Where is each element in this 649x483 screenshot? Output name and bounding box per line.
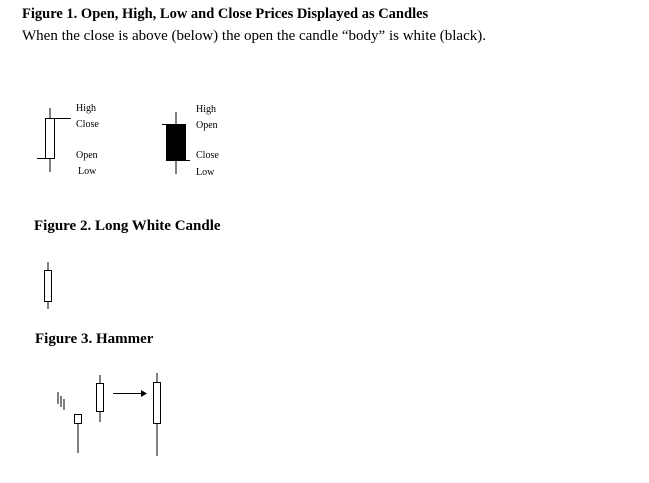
white-candle-low-label: Low	[78, 166, 97, 177]
white-candle-open-label: Open	[76, 150, 98, 161]
right-arrow-icon	[141, 390, 147, 397]
figure-2-title: Figure 2. Long White Candle	[34, 218, 221, 234]
hammer-sequence	[58, 373, 161, 456]
white-candle	[37, 108, 71, 172]
middle-candle-body	[97, 384, 104, 412]
hammer-candle-body	[75, 415, 82, 424]
black-candle-body	[167, 125, 186, 161]
long-white-candle	[45, 262, 52, 309]
white-candle-close-label: Close	[76, 119, 99, 130]
long-white-candle-body	[45, 271, 52, 302]
long-candle-body	[154, 383, 161, 424]
black-candle-high-label: High	[196, 104, 216, 115]
black-candle-low-label: Low	[196, 167, 215, 178]
black-candle-close-label: Close	[196, 150, 219, 161]
white-candle-body	[46, 119, 55, 159]
black-candle	[162, 112, 190, 174]
figure-1-subtitle: When the close is above (below) the open the candle “body” is white (black).	[22, 28, 486, 44]
white-candle-high-label: High	[76, 103, 96, 114]
figure-3-title: Figure 3. Hammer	[35, 331, 154, 347]
black-candle-open-label: Open	[196, 120, 218, 131]
figure-1-title: Figure 1. Open, High, Low and Close Prices Displayed as Candles	[22, 6, 429, 22]
